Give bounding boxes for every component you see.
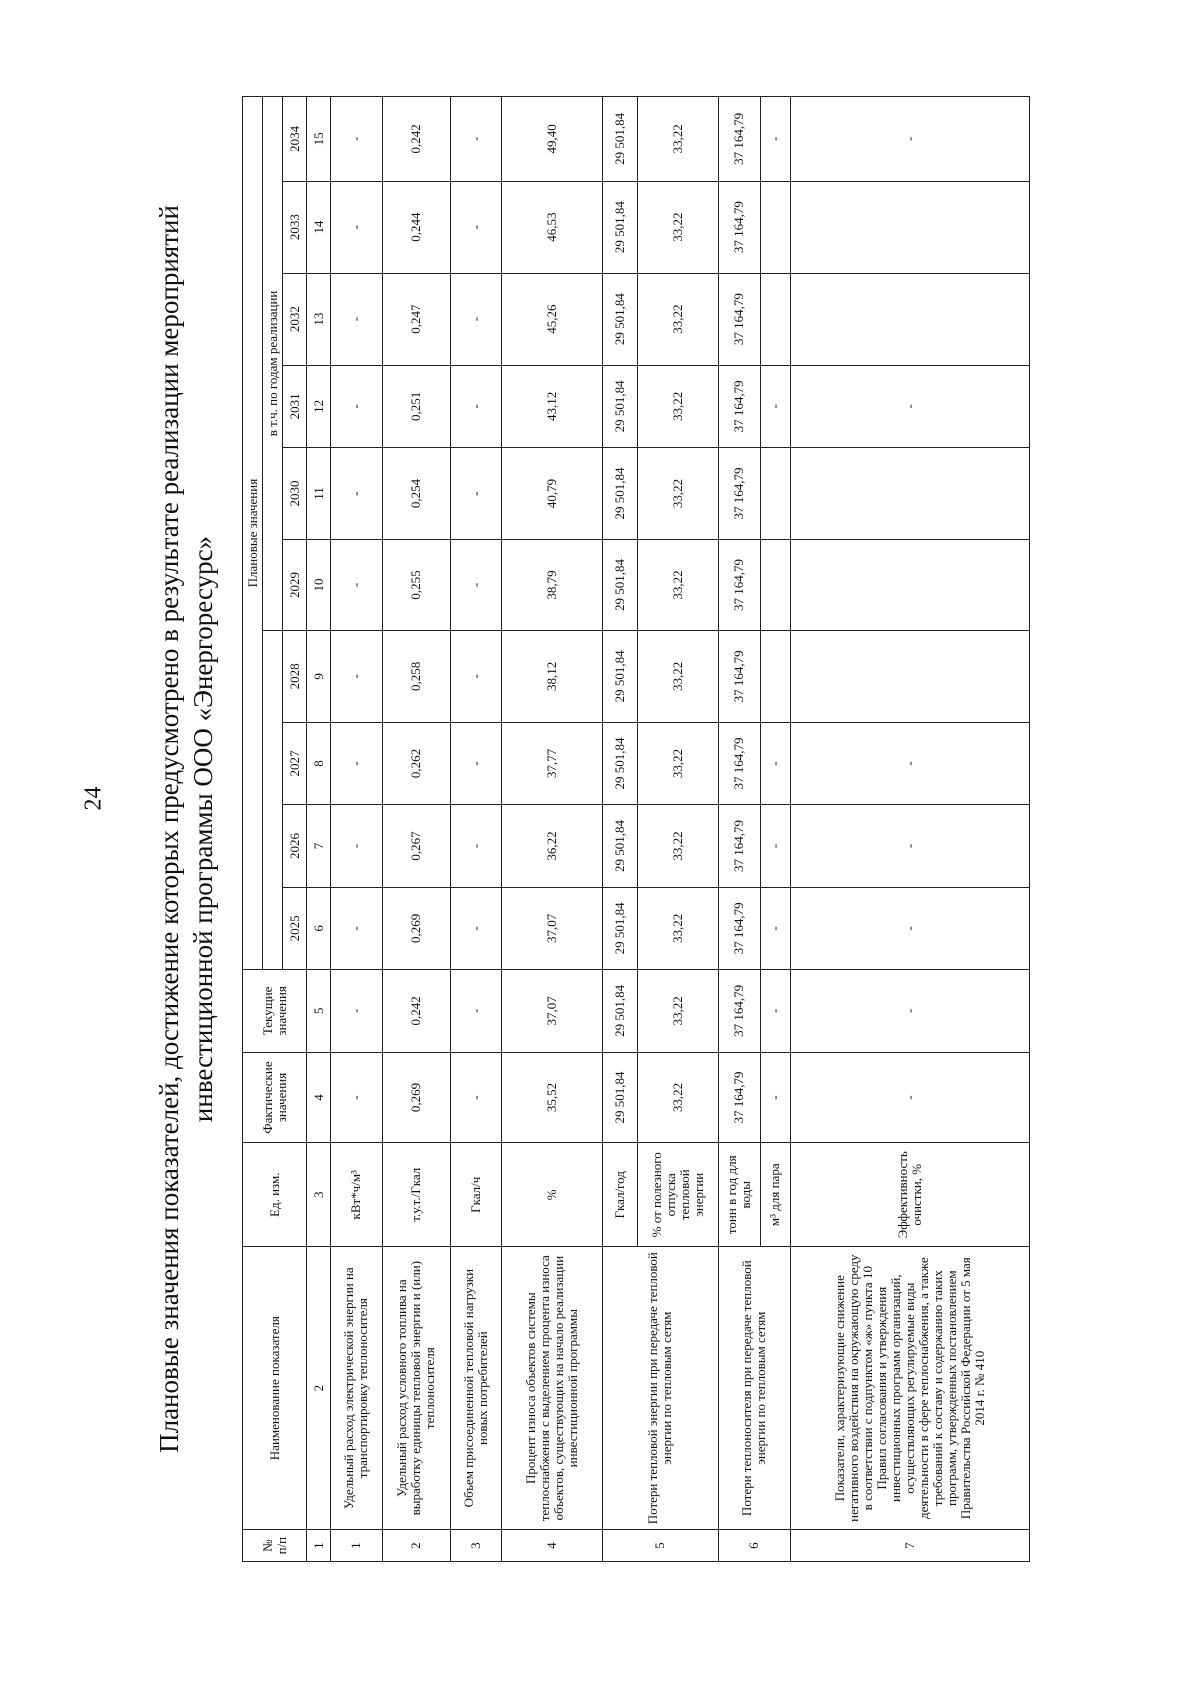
header-year-2027: 2027 xyxy=(283,722,307,804)
indicators-table-wrap xyxy=(242,96,1030,1562)
year-value: 37 164,79 xyxy=(718,722,760,804)
year-value: 37 164,79 xyxy=(718,887,760,969)
fact-value: - xyxy=(790,1052,1029,1143)
year-value: 46,53 xyxy=(502,181,603,273)
fact-value: 0,269 xyxy=(382,1052,450,1143)
year-value: 0,247 xyxy=(382,273,450,365)
year-value: - xyxy=(450,887,502,969)
year-value: 0,255 xyxy=(382,539,450,630)
column-number: 4 xyxy=(307,1052,331,1143)
column-number: 1 xyxy=(307,1530,331,1562)
year-value: - xyxy=(331,805,383,887)
year-value: 37 164,79 xyxy=(718,448,760,540)
indicators-table xyxy=(242,96,1030,1562)
current-value: - xyxy=(790,970,1029,1052)
year-value: - xyxy=(331,97,383,182)
year-value: 0,244 xyxy=(382,181,450,273)
row-number: 3 xyxy=(450,1530,502,1562)
year-value xyxy=(790,539,1029,630)
fact-value: - xyxy=(331,1052,383,1143)
year-value: - xyxy=(790,805,1029,887)
year-value: 37 164,79 xyxy=(718,97,760,182)
year-value: 33,22 xyxy=(638,805,718,887)
year-value: - xyxy=(331,181,383,273)
header-year-2034: 2034 xyxy=(283,97,307,182)
unit: т.у.т./Гкал xyxy=(382,1143,450,1247)
year-value: - xyxy=(331,630,383,722)
row-number: 2 xyxy=(382,1530,450,1562)
unit: Гкал/ч xyxy=(450,1143,502,1247)
indicator-name: Удельный расход электрической энергии на транспортировку теплоносителя xyxy=(331,1247,383,1530)
column-number: 6 xyxy=(307,887,331,969)
year-value: - xyxy=(331,539,383,630)
column-number: 11 xyxy=(307,448,331,540)
column-number-row xyxy=(307,97,331,1562)
year-value: - xyxy=(760,722,790,804)
year-value: - xyxy=(331,448,383,540)
year-value: 36,22 xyxy=(502,805,603,887)
document-sheet xyxy=(152,96,1030,1562)
year-value: 33,22 xyxy=(638,448,718,540)
year-value: - xyxy=(760,887,790,969)
header-year-2026: 2026 xyxy=(283,805,307,887)
year-value: 29 501,84 xyxy=(602,887,637,969)
table-row xyxy=(718,97,760,1562)
year-value: - xyxy=(450,273,502,365)
heading-line-2: инвестиционной программы ООО «Энергоресурс» xyxy=(188,535,218,1123)
year-value: 37 164,79 xyxy=(718,805,760,887)
indicator-name: Объем присоединенной тепловой нагрузки новых потребителей xyxy=(450,1247,502,1530)
table-row xyxy=(502,97,603,1562)
year-value: 29 501,84 xyxy=(602,365,637,447)
year-value: 49,40 xyxy=(502,97,603,182)
table-body xyxy=(331,97,1030,1562)
year-value: 0,269 xyxy=(382,887,450,969)
fact-value: 33,22 xyxy=(638,1052,718,1143)
current-value: 0,242 xyxy=(382,970,450,1052)
table-row xyxy=(331,97,383,1562)
table-row xyxy=(790,97,1029,1562)
fact-value: - xyxy=(450,1052,502,1143)
year-value: - xyxy=(450,97,502,182)
header-year-2025: 2025 xyxy=(283,887,307,969)
table-row xyxy=(450,97,502,1562)
column-number: 14 xyxy=(307,181,331,273)
year-value xyxy=(790,273,1029,365)
unit: кВт*ч/м³ xyxy=(331,1143,383,1247)
year-value xyxy=(790,181,1029,273)
year-value xyxy=(790,630,1029,722)
year-value: 0,254 xyxy=(382,448,450,540)
year-value: 33,22 xyxy=(638,365,718,447)
year-value: 33,22 xyxy=(638,97,718,182)
header-unit: Ед. изм. xyxy=(243,1143,307,1247)
column-number: 9 xyxy=(307,630,331,722)
current-value: - xyxy=(331,970,383,1052)
year-value: 33,22 xyxy=(638,887,718,969)
year-value: 29 501,84 xyxy=(602,448,637,540)
header-year-2033: 2033 xyxy=(283,181,307,273)
fact-value: 35,52 xyxy=(502,1052,603,1143)
header-current: Текущие значения xyxy=(243,970,307,1052)
indicator-name: Потери теплоносителя при передаче тепловой энергии по тепловым сетям xyxy=(718,1247,790,1530)
year-value: 29 501,84 xyxy=(602,97,637,182)
header-year-2030: 2030 xyxy=(283,448,307,540)
document-heading xyxy=(152,96,228,1562)
unit: тонн в год для воды xyxy=(718,1143,760,1247)
column-number: 12 xyxy=(307,365,331,447)
year-value: - xyxy=(450,181,502,273)
year-value: 37 164,79 xyxy=(718,181,760,273)
unit: м³ для пара xyxy=(760,1143,790,1247)
column-number: 7 xyxy=(307,805,331,887)
current-value: 33,22 xyxy=(638,970,718,1052)
indicator-name: Удельный расход условного топлива на выработку единицы тепловой энергии и (или) теплоносителя xyxy=(382,1247,450,1530)
row-number: 6 xyxy=(718,1530,790,1562)
current-value: 29 501,84 xyxy=(602,970,637,1052)
header-name: Наименование показателя xyxy=(243,1247,307,1530)
current-value: 37 164,79 xyxy=(718,970,760,1052)
indicator-name: Процент износа объектов системы теплоснабжения с выделением процента износа объектов, существующих на начало реализации инвестиционной программы xyxy=(502,1247,603,1530)
fact-value: 29 501,84 xyxy=(602,1052,637,1143)
year-value: - xyxy=(331,273,383,365)
fact-value: - xyxy=(760,1052,790,1143)
year-value: - xyxy=(450,539,502,630)
year-value: 33,22 xyxy=(638,630,718,722)
header-blank xyxy=(263,630,283,969)
year-value: - xyxy=(760,97,790,182)
year-value xyxy=(760,181,790,273)
year-value: 37 164,79 xyxy=(718,365,760,447)
year-value: 0,242 xyxy=(382,97,450,182)
year-value: 38,12 xyxy=(502,630,603,722)
year-value: - xyxy=(450,365,502,447)
page-number: 24 xyxy=(80,786,107,811)
year-value: 29 501,84 xyxy=(602,181,637,273)
year-value: 37,07 xyxy=(502,887,603,969)
heading-line-1: Плановые значения показателей, достижение которых предусмотрено в результате реализации мероприятий xyxy=(154,205,184,1453)
year-value: 33,22 xyxy=(638,722,718,804)
column-number: 8 xyxy=(307,722,331,804)
year-value: - xyxy=(331,365,383,447)
year-value xyxy=(760,630,790,722)
column-number: 5 xyxy=(307,970,331,1052)
header-fact: Фактические значения xyxy=(243,1052,307,1143)
year-value xyxy=(790,448,1029,540)
year-value: - xyxy=(450,630,502,722)
year-value: 37 164,79 xyxy=(718,273,760,365)
year-value: - xyxy=(760,365,790,447)
year-value: 37 164,79 xyxy=(718,539,760,630)
row-number: 7 xyxy=(790,1530,1029,1562)
year-value: 29 501,84 xyxy=(602,273,637,365)
year-value: - xyxy=(450,722,502,804)
year-value: 43,12 xyxy=(502,365,603,447)
year-value: - xyxy=(790,365,1029,447)
column-number: 15 xyxy=(307,97,331,182)
year-value: 40,79 xyxy=(502,448,603,540)
column-number: 10 xyxy=(307,539,331,630)
year-value: 38,79 xyxy=(502,539,603,630)
year-value: - xyxy=(760,805,790,887)
year-value xyxy=(760,539,790,630)
row-number: 5 xyxy=(602,1530,718,1562)
year-value: 29 501,84 xyxy=(602,630,637,722)
current-value: - xyxy=(450,970,502,1052)
column-number: 3 xyxy=(307,1143,331,1247)
indicator-name: Потери тепловой энергии при передаче тепловой энергии по тепловым сетям xyxy=(602,1247,718,1530)
year-value: - xyxy=(331,722,383,804)
header-num: № п/п xyxy=(243,1530,307,1562)
year-value: 29 501,84 xyxy=(602,805,637,887)
column-number: 13 xyxy=(307,273,331,365)
year-value: 0,267 xyxy=(382,805,450,887)
year-value: - xyxy=(790,97,1029,182)
unit: % от полезного отпуска тепловой энергии xyxy=(638,1143,718,1247)
year-value xyxy=(760,448,790,540)
header-year-2031: 2031 xyxy=(283,365,307,447)
year-value: - xyxy=(790,722,1029,804)
table-row xyxy=(602,97,637,1562)
header-plan: Плановые значения xyxy=(243,97,263,970)
current-value: - xyxy=(760,970,790,1052)
year-value: 29 501,84 xyxy=(602,539,637,630)
header-year-2028: 2028 xyxy=(283,630,307,722)
year-value: - xyxy=(450,805,502,887)
fact-value: 37 164,79 xyxy=(718,1052,760,1143)
year-value: - xyxy=(331,887,383,969)
year-value: 0,251 xyxy=(382,365,450,447)
row-number: 4 xyxy=(502,1530,603,1562)
year-value: - xyxy=(790,887,1029,969)
indicator-name: Показатели, характеризующие снижение негативного воздействия на окружающую среду в соответствии с подпунктом «ж» пункта 10 Правил согласования и утверждения инвестиционных программ организаций, осуществляющих регулируемые виды деятельности в сфере теплоснабжения, а также требований к составу и содержанию таких программ, утвержденных постановлением Правительства Российской Федерации от 5 мая 2014 г. № 410 xyxy=(790,1247,1029,1530)
unit: Гкал/год xyxy=(602,1143,637,1247)
year-value: 29 501,84 xyxy=(602,722,637,804)
header-year-2029: 2029 xyxy=(283,539,307,630)
year-value: 33,22 xyxy=(638,273,718,365)
table-row xyxy=(382,97,450,1562)
year-value: 33,22 xyxy=(638,539,718,630)
year-value: - xyxy=(450,448,502,540)
year-value xyxy=(760,273,790,365)
year-value: 37,77 xyxy=(502,722,603,804)
unit: % xyxy=(502,1143,603,1247)
unit: Эффективность очистки, % xyxy=(790,1143,1029,1247)
year-value: 45,26 xyxy=(502,273,603,365)
header-year-2032: 2032 xyxy=(283,273,307,365)
header-by-year: в т.ч. по годам реализации xyxy=(263,97,283,631)
year-value: 33,22 xyxy=(638,181,718,273)
year-value: 0,262 xyxy=(382,722,450,804)
year-value: 0,258 xyxy=(382,630,450,722)
column-number: 2 xyxy=(307,1247,331,1530)
row-number: 1 xyxy=(331,1530,383,1562)
current-value: 37,07 xyxy=(502,970,603,1052)
year-value: 37 164,79 xyxy=(718,630,760,722)
